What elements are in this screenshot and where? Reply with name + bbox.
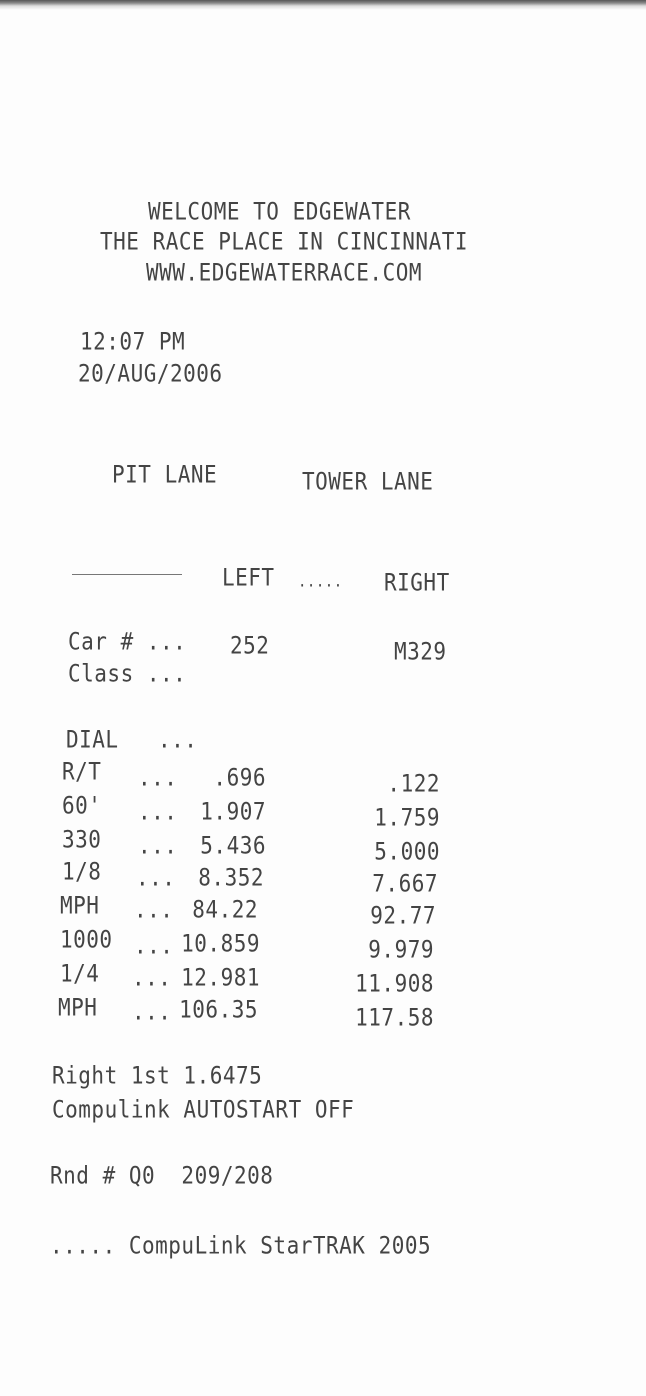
column-separator: .....	[298, 572, 343, 592]
row-left-value: 1.907	[200, 797, 266, 826]
row-dots: ...	[138, 797, 178, 826]
brand-line: ..... CompuLink StarTRAK 2005	[50, 1231, 432, 1260]
row-label: 330	[62, 825, 102, 854]
row-label: 1/4	[60, 959, 100, 988]
row-label: 1/8	[62, 857, 102, 886]
row-right-value: 7.667	[372, 869, 438, 898]
row-dots: ...	[138, 763, 178, 792]
row-dots: ...	[134, 931, 174, 960]
row-right-value: .122	[387, 769, 440, 798]
row-right-value: 1.759	[374, 803, 440, 832]
row-right-value: 11.908	[355, 969, 434, 998]
car-number-label: Car # ...	[68, 627, 187, 656]
row-label: 1000	[60, 925, 113, 954]
car-number-left: 252	[230, 631, 270, 660]
row-left-value: 10.859	[181, 929, 260, 958]
class-label: Class ...	[68, 659, 187, 688]
row-label: MPH	[58, 993, 98, 1022]
round-line: Rnd # Q0 209/208	[50, 1161, 274, 1190]
row-left-value: 5.436	[200, 831, 266, 860]
row-left-value: 12.981	[181, 963, 260, 992]
time: 12:07 PM	[80, 327, 186, 356]
row-label: R/T	[62, 757, 102, 786]
torn-edge	[0, 0, 646, 10]
row-right-value: 9.979	[368, 935, 434, 964]
row-left-value: .696	[213, 763, 266, 792]
row-left-value: 84.22	[192, 895, 258, 924]
header-welcome: WELCOME TO EDGEWATER	[148, 197, 411, 226]
autostart-line: Compulink AUTOSTART OFF	[52, 1095, 355, 1124]
row-label: MPH	[60, 891, 100, 920]
row-left-value: 106.35	[179, 995, 258, 1024]
row-right-value: 92.77	[370, 901, 436, 930]
car-number-right: M329	[394, 637, 447, 666]
row-right-value: 117.58	[355, 1003, 434, 1032]
row-dots: ...	[138, 831, 178, 860]
row-dots: ...	[132, 997, 172, 1026]
date: 20/AUG/2006	[78, 359, 223, 388]
header-race-place: THE RACE PLACE IN CINCINNATI	[100, 227, 469, 256]
row-label: 60'	[62, 791, 102, 820]
row-left-value: 8.352	[198, 863, 264, 892]
pit-lane-label: PIT LANE	[112, 460, 218, 489]
row-dots: ...	[134, 895, 174, 924]
result-line: Right 1st 1.6475	[52, 1061, 263, 1090]
header-website: WWW.EDGEWATERRACE.COM	[146, 258, 423, 287]
header-rule	[72, 574, 182, 575]
dial-label: DIAL ...	[66, 725, 198, 754]
column-right: RIGHT	[384, 568, 450, 597]
row-dots: ...	[136, 863, 176, 892]
row-right-value: 5.000	[374, 837, 440, 866]
row-dots: ...	[132, 963, 172, 992]
column-left: LEFT	[222, 563, 275, 592]
tower-lane-label: TOWER LANE	[302, 467, 434, 496]
